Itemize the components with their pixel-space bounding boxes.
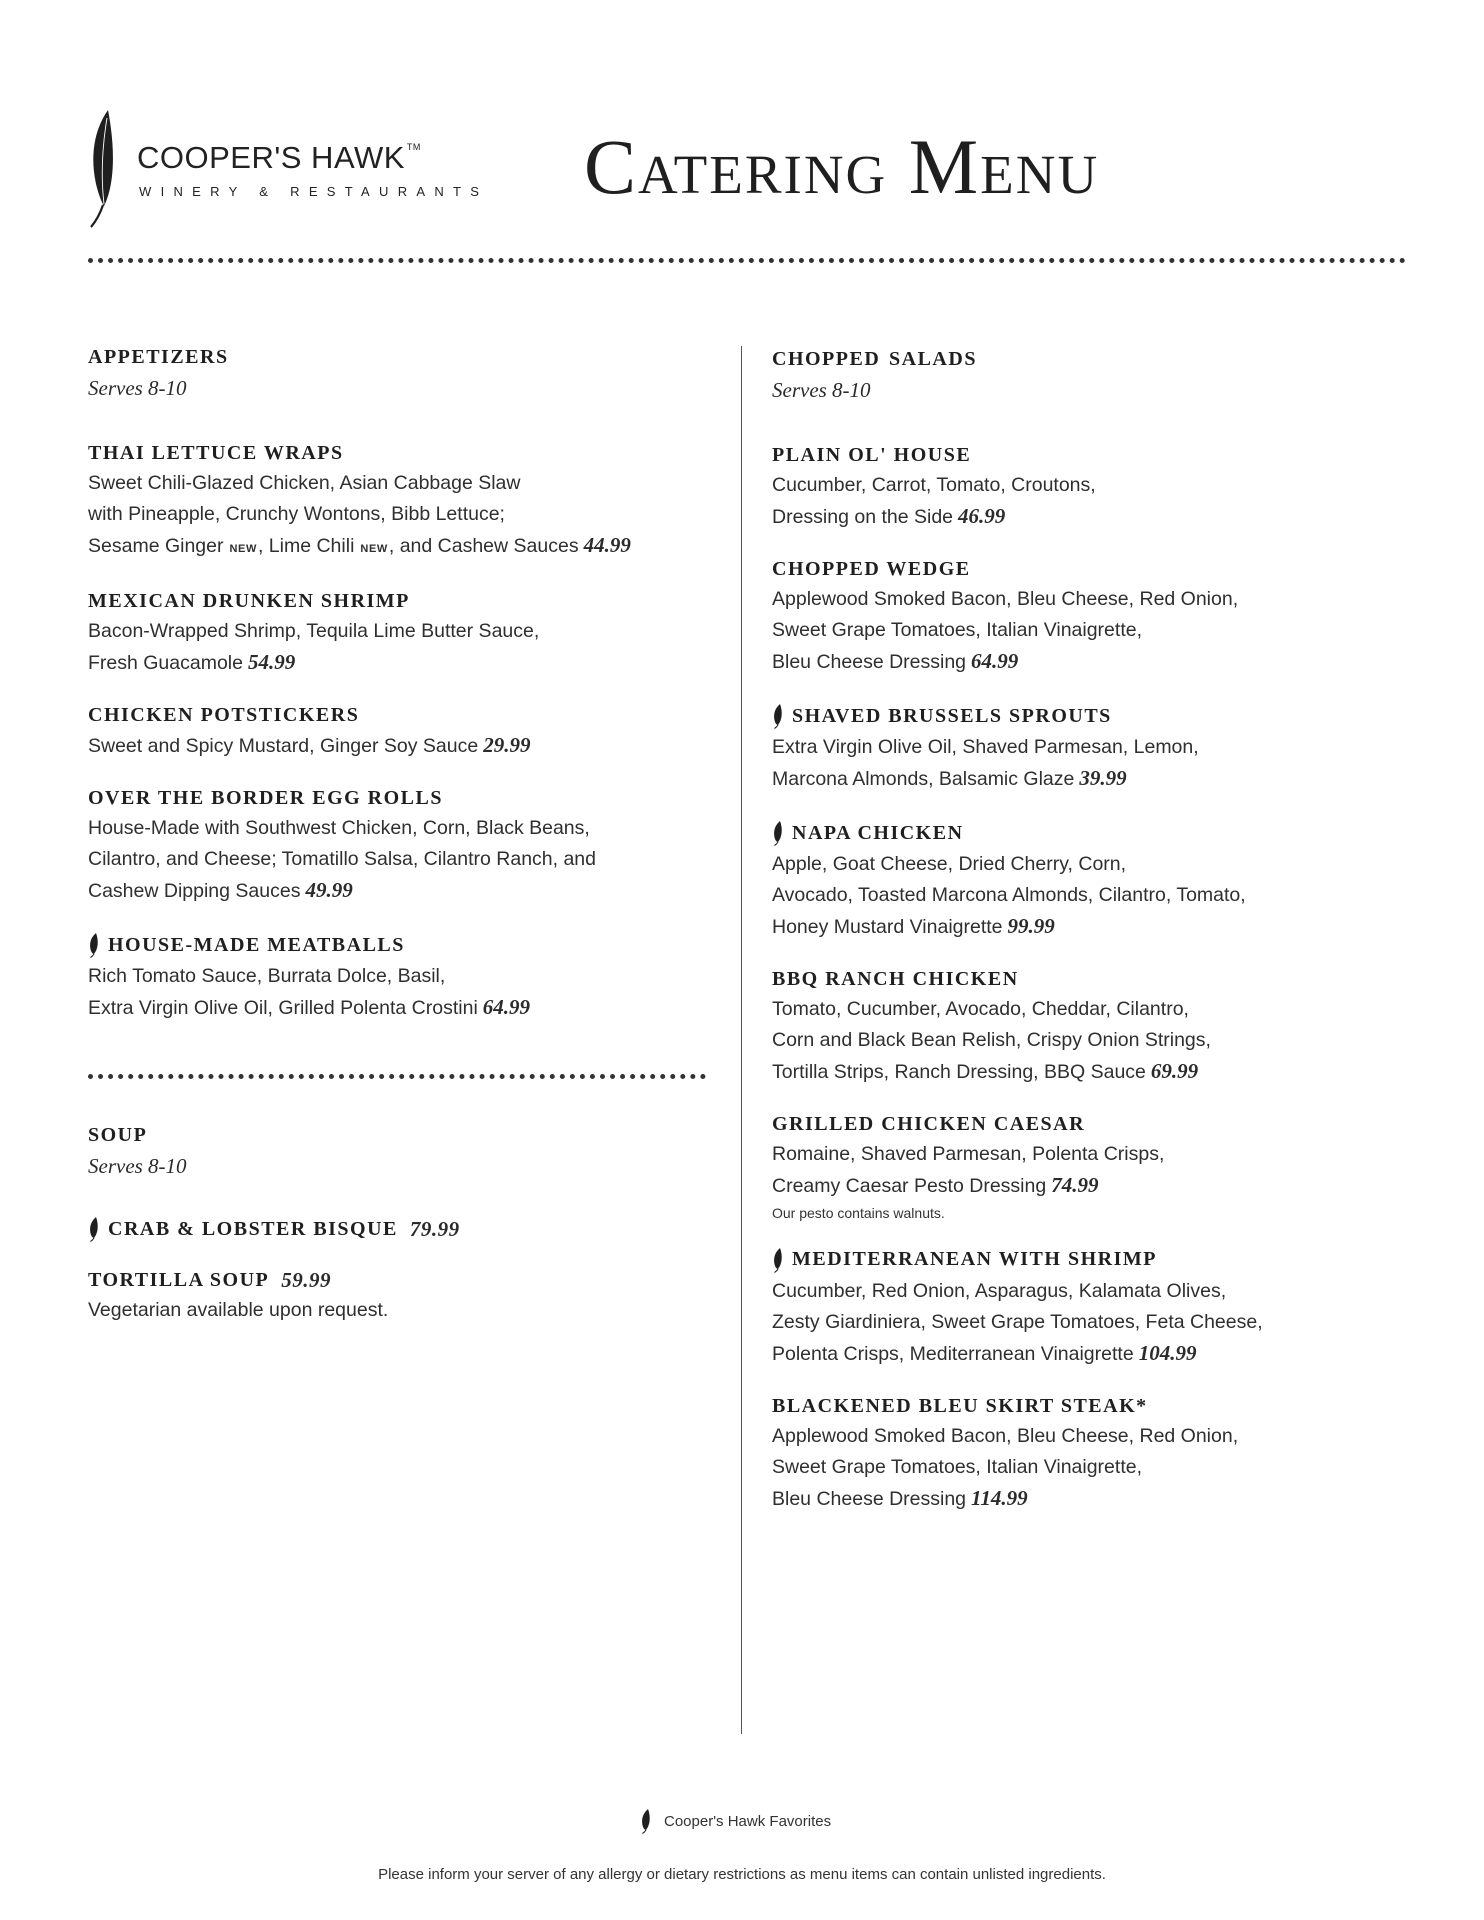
- feather-logo-icon: [88, 108, 118, 228]
- item-name: MEXICAN DRUNKEN SHRIMP: [88, 590, 410, 613]
- menu-item-thai-lettuce-wraps: [88, 442, 718, 565]
- page-title: Catering Menu: [584, 123, 1100, 210]
- chopped-salads-section: [772, 342, 1412, 1540]
- item-price: 64.99: [482, 995, 531, 1020]
- item-name: MEDITERRANEAN WITH SHRIMP: [772, 1247, 1412, 1273]
- item-name: NAPA CHICKEN: [772, 820, 1412, 846]
- item-description: Bacon-Wrapped Shrimp, Tequila Lime Butter Sauce, Fresh Guacamole 54.99: [88, 620, 540, 675]
- item-name: SHAVED BRUSSELS SPROUTS: [772, 703, 1412, 729]
- item-name: CHOPPED WEDGE: [772, 558, 971, 581]
- item-name: BBQ RANCH CHICKEN: [772, 968, 1019, 991]
- item-price: 44.99: [583, 533, 631, 558]
- item-price: 49.99: [305, 878, 353, 903]
- feather-icon: [640, 1808, 652, 1834]
- item-description: Tomato, Cucumber, Avocado, Cheddar, Cilantro, Corn and Black Bean Relish, Crispy Onion Strings, Tortilla Strips, Ranch Dressing, BBQ Sauce 69.99: [772, 998, 1211, 1084]
- item-description: Applewood Smoked Bacon, Bleu Cheese, Red Onion, Sweet Grape Tomatoes, Italian Vinaigrette, Bleu Cheese Dressing 114.99: [772, 1424, 1239, 1510]
- item-price: 39.99: [1079, 766, 1127, 791]
- item-description: Extra Virgin Olive Oil, Shaved Parmesan, Lemon, Marcona Almonds, Balsamic Glaze 39.99: [772, 736, 1199, 791]
- menu-item-house-made-meatballs: [88, 932, 718, 1024]
- feather-icon: [772, 703, 784, 729]
- new-badge: NEW: [229, 543, 257, 556]
- item-description: Rich Tomato Sauce, Burrata Dolce, Basil, Extra Virgin Olive Oil, Grilled Polenta Crostini 64.99: [88, 965, 531, 1020]
- menu-item-tortilla-soup: [88, 1268, 718, 1326]
- item-price: 79.99: [409, 1217, 460, 1242]
- legend-label: Cooper's Hawk Favorites: [664, 1812, 832, 1830]
- item-description: Applewood Smoked Bacon, Bleu Cheese, Red Onion, Sweet Grape Tomatoes, Italian Vinaigrette, Bleu Cheese Dressing 64.99: [772, 588, 1239, 674]
- item-price: 114.99: [971, 1485, 1028, 1510]
- item-name: CHICKEN POTSTICKERS: [88, 704, 360, 727]
- feather-icon: [88, 1216, 100, 1242]
- section-dotted-divider: [88, 1074, 706, 1079]
- menu-item-mediterranean-with-shrimp: [772, 1247, 1412, 1370]
- item-price: 29.99: [483, 733, 531, 758]
- serves-note: Serves 8-10: [772, 378, 871, 402]
- item-description: Apple, Goat Cheese, Dried Cherry, Corn, Avocado, Toasted Marcona Almonds, Cilantro, Tomato, Honey Mustard Vinaigrette 99.99: [772, 853, 1246, 939]
- header-dotted-divider: [88, 258, 1406, 263]
- soup-list: [88, 1216, 718, 1326]
- item-name: TORTILLA SOUP 59.99: [88, 1268, 332, 1293]
- item-name: PLAIN OL' HOUSE: [772, 444, 972, 467]
- menu-item-crab-lobster-bisque: [88, 1216, 718, 1242]
- section-title-appetizers: appetizers: [88, 338, 229, 370]
- item-description: House-Made with Southwest Chicken, Corn, Black Beans, Cilantro, and Cheese; Tomatillo Salsa, Cilantro Ranch, and Cashew Dipping Sauces 49.99: [88, 817, 596, 903]
- menu-item-chicken-potstickers: [88, 704, 718, 762]
- item-price: 99.99: [1007, 914, 1055, 939]
- item-description: Sweet and Spicy Mustard, Ginger Soy Sauce 29.99: [88, 733, 531, 758]
- menu-item-napa-chicken: [772, 820, 1412, 943]
- allergy-disclaimer: Please inform your server of any allergy or dietary restrictions as menu items can contain unlisted ingredients.: [378, 1866, 1106, 1883]
- item-price: 74.99: [1051, 1173, 1099, 1198]
- item-description: Romaine, Shaved Parmesan, Polenta Crisps, Creamy Caesar Pesto Dressing 74.99: [772, 1143, 1165, 1198]
- favorites-legend: [640, 1808, 831, 1834]
- section-title-soup: soup: [88, 1116, 148, 1148]
- menu-item-over-the-border-egg-rolls: [88, 787, 718, 907]
- appetizers-section: [88, 340, 718, 1049]
- menu-item-grilled-chicken-caesar: [772, 1113, 1412, 1222]
- item-name: GRILLED CHICKEN CAESAR: [772, 1113, 1086, 1136]
- item-price: 59.99: [281, 1268, 332, 1293]
- feather-icon: [772, 1247, 784, 1273]
- serves-note: Serves 8-10: [88, 1154, 187, 1178]
- feather-icon: [772, 820, 784, 846]
- appetizers-list: [88, 442, 718, 1024]
- item-price: 104.99: [1138, 1340, 1197, 1365]
- soup-section: [88, 1118, 718, 1351]
- section-title-chopped-salads: chopped salads: [772, 340, 977, 372]
- trademark-mark: TM: [406, 142, 421, 152]
- column-divider: [741, 346, 742, 1734]
- menu-item-chopped-wedge: [772, 558, 1412, 678]
- brand-name: COOPER'S HAWK ™: [137, 140, 421, 175]
- item-price: 54.99: [247, 650, 296, 675]
- brand-subtitle: WINERY & RESTAURANTS: [139, 184, 489, 199]
- allergen-note: Our pesto contains walnuts.: [772, 1205, 945, 1222]
- menu-item-bbq-ranch-chicken: [772, 968, 1412, 1088]
- menu-item-mexican-drunken-shrimp: [88, 590, 718, 679]
- item-name: BLACKENED BLEU SKIRT STEAK*: [772, 1394, 1148, 1417]
- item-name: CRAB & LOBSTER BISQUE 79.99: [88, 1216, 718, 1242]
- salads-list: [772, 444, 1412, 1515]
- menu-item-plain-ol-house: [772, 444, 1412, 533]
- item-price: 64.99: [971, 649, 1019, 674]
- item-name: HOUSE-MADE MEATBALLS: [88, 932, 718, 958]
- item-price: 69.99: [1150, 1059, 1199, 1084]
- menu-item-shaved-brussels-sprouts: [772, 703, 1412, 795]
- item-description: Cucumber, Red Onion, Asparagus, Kalamata Olives, Zesty Giardiniera, Sweet Grape Tomatoes, Feta Cheese, Polenta Crisps, Mediterranean Vinaigrette 104.99: [772, 1279, 1263, 1365]
- item-description: Cucumber, Carrot, Tomato, Croutons, Dressing on the Side 46.99: [772, 474, 1096, 529]
- item-name: OVER THE BORDER EGG ROLLS: [88, 787, 443, 810]
- item-description: Vegetarian available upon request.: [88, 1299, 389, 1322]
- item-name: THAI LETTUCE WRAPS: [88, 442, 344, 465]
- item-price: 46.99: [958, 504, 1006, 529]
- item-description: Sweet Chili-Glazed Chicken, Asian Cabbage Slaw with Pineapple, Crunchy Wontons, Bibb Lettuce; Sesame Ginger NEW, Lime Chili NEW, and Cashew Sauces 44.99: [88, 472, 631, 558]
- serves-note: Serves 8-10: [88, 376, 187, 400]
- menu-item-blackened-bleu-skirt-steak: [772, 1395, 1412, 1515]
- feather-icon: [88, 932, 100, 958]
- new-badge: NEW: [360, 543, 388, 556]
